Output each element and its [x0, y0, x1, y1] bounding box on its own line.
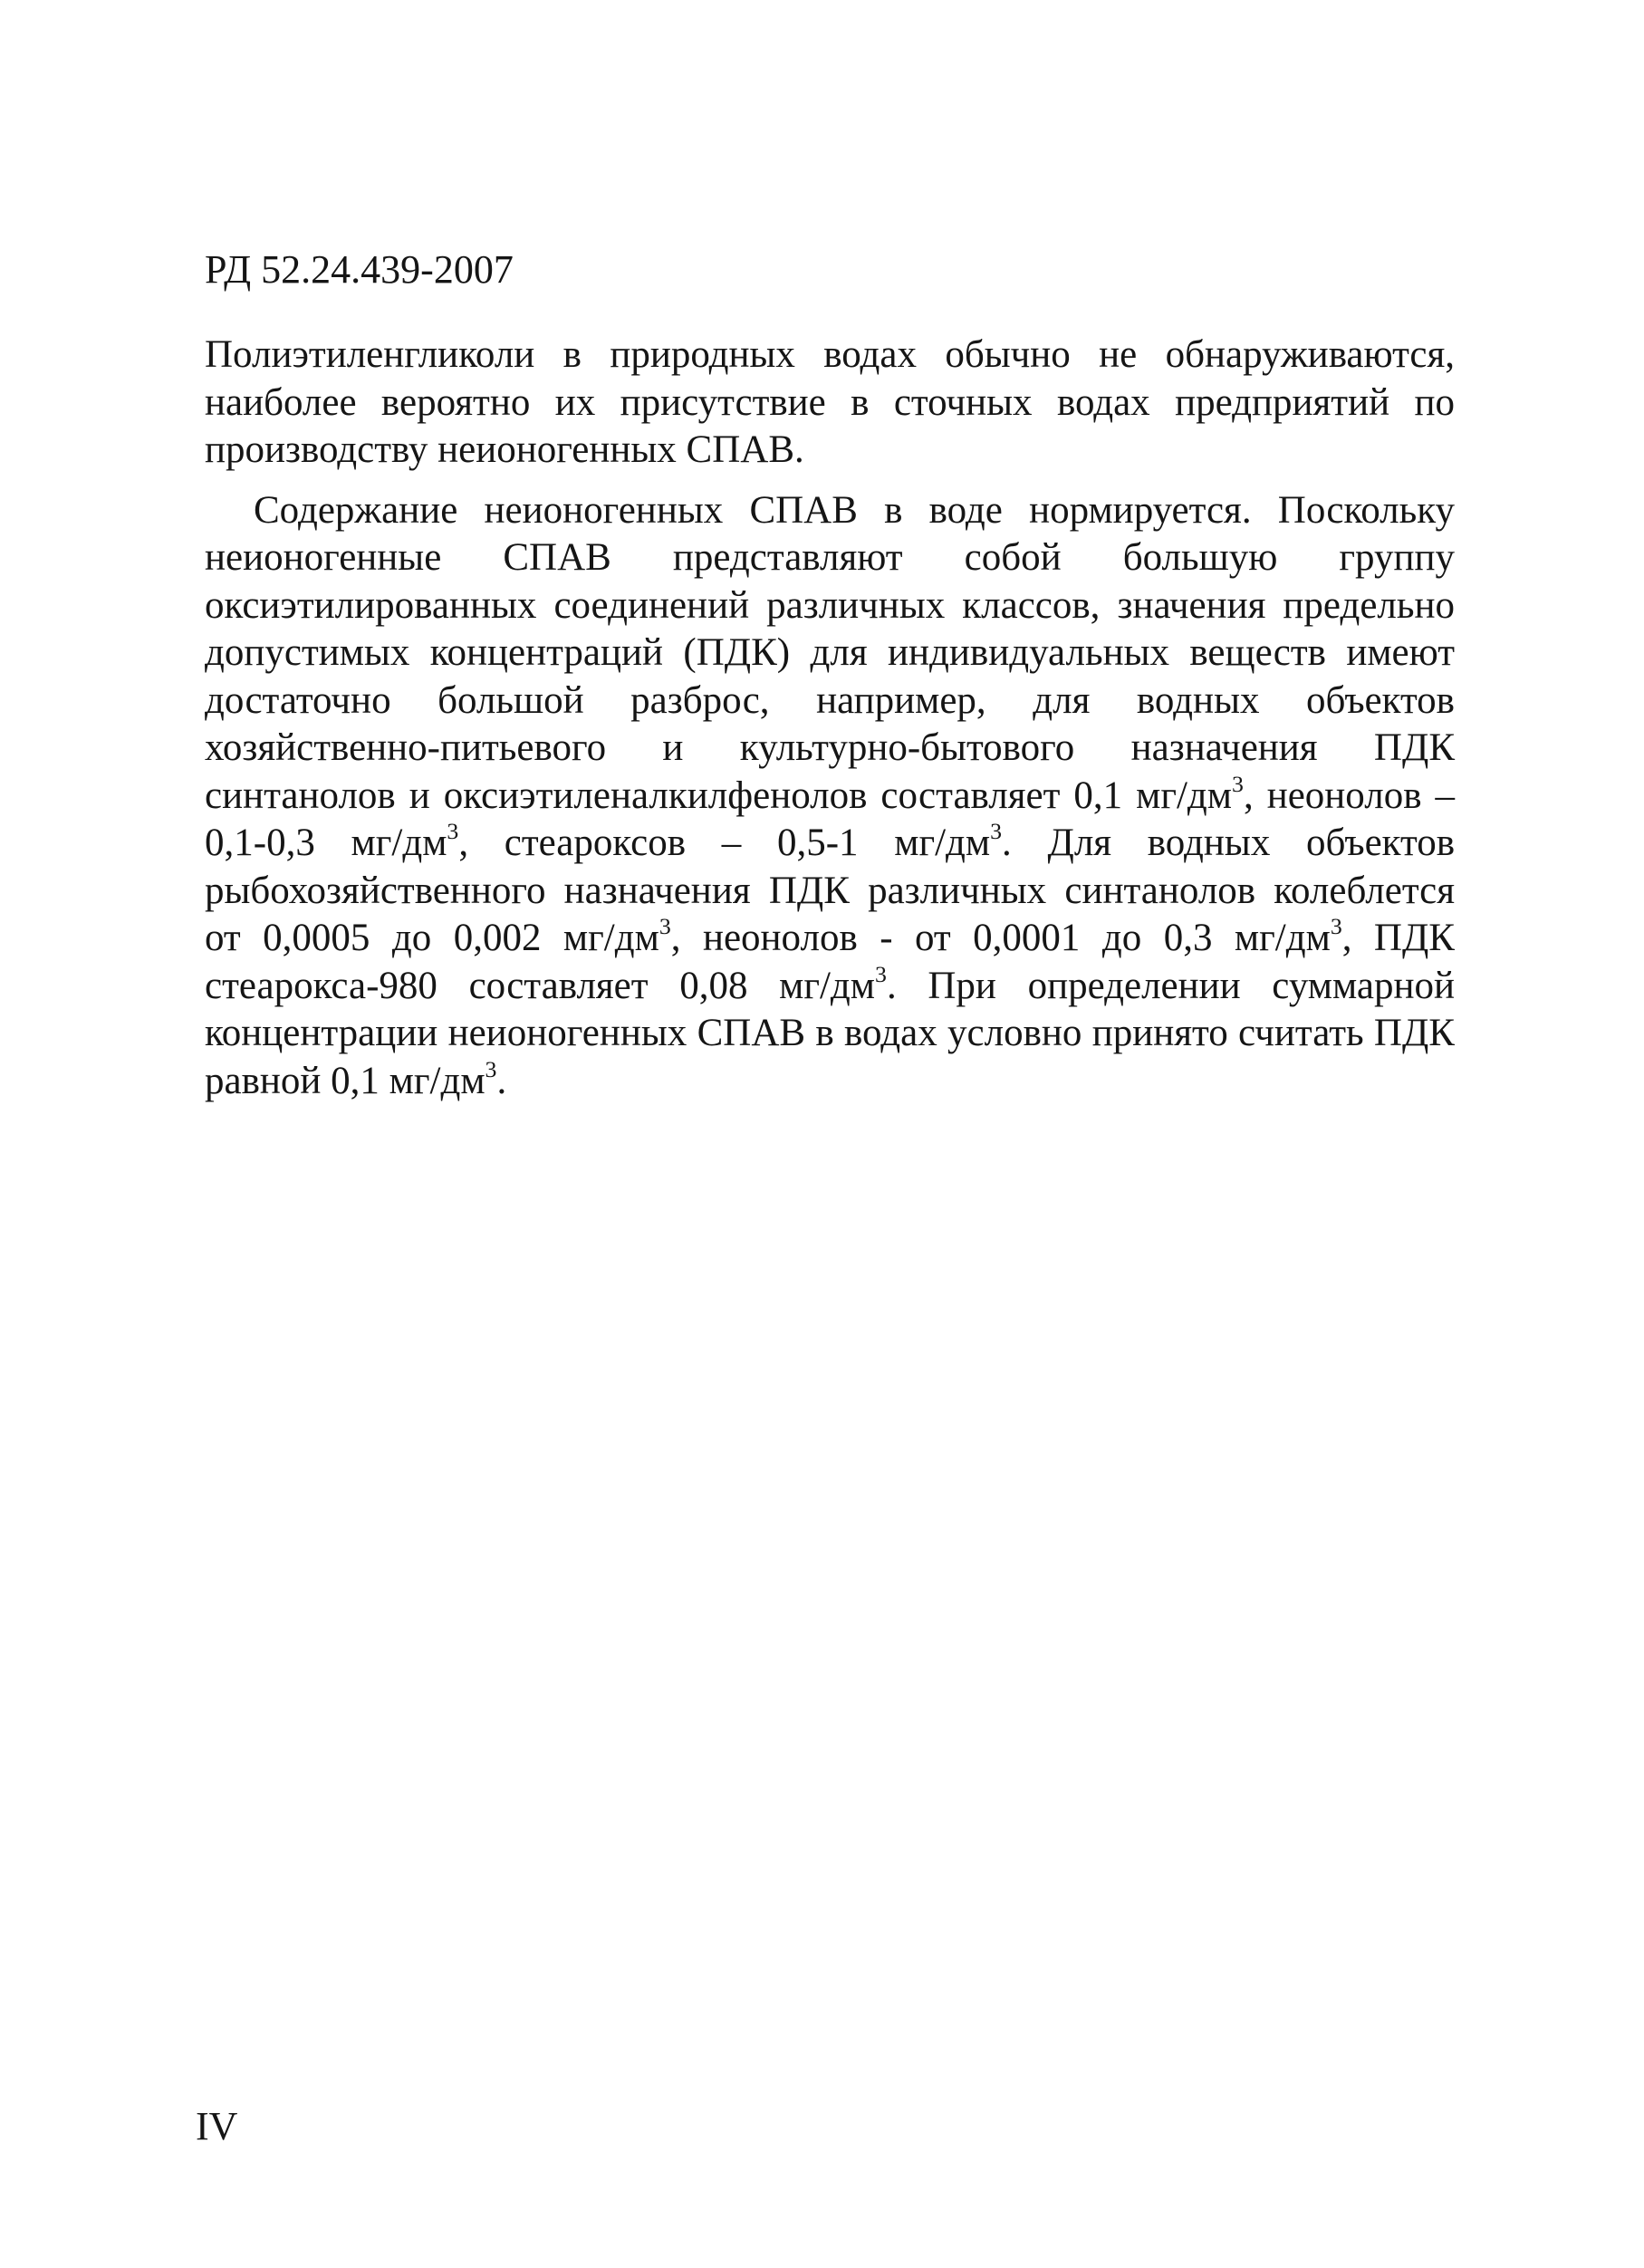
text-segment: . При определении суммарной концентрации неионогенных СПАВ в водах условно принято считать ПДК равной 0,1 мг/дм: [205, 964, 1455, 1102]
document-code: РД 52.24.439-2007: [205, 247, 514, 292]
paragraph-mpc-norms: [205, 487, 1455, 1106]
body-text: [205, 332, 1455, 1118]
superscript: 3: [659, 912, 671, 939]
superscript: 3: [875, 960, 887, 987]
superscript: 3: [485, 1055, 497, 1082]
page-number: IV: [196, 2104, 238, 2148]
text-segment: , ПДК стеарокса-980 составляет 0,08 мг/дм: [205, 917, 1455, 1007]
text-segment: , стеароксов – 0,5-1 мг/дм: [458, 822, 991, 864]
superscript: 3: [447, 817, 459, 844]
text-segment: , неонолов - от 0,0001 до 0,3 мг/дм: [670, 917, 1331, 959]
text-segment: , неонолов – 0,1-0,3 мг/дм: [205, 774, 1455, 864]
text-segment: . Для водных объектов рыбохозяйственного назначения ПДК различных синтанолов колеблется от 0,0005 до 0,002 мг/дм: [205, 822, 1456, 959]
superscript: 3: [1330, 912, 1342, 939]
paragraph-polyethylene-glycols: Полиэтиленгликоли в природных водах обычно не обнаруживаются, наиболее вероятно их присутствие в сточных водах предприятий по производству неионогенных СПАВ.: [205, 333, 1455, 471]
text-segment: .: [496, 1059, 507, 1102]
superscript: 3: [990, 817, 1003, 844]
text-segment: Содержание неионогенных СПАВ в воде нормируется. Поскольку неионогенные СПАВ представляют собой большую группу оксиэтилированных соединений различных классов, значения предельно допустимых концентраций (ПДК) для индивидуальных веществ имеют достаточно большой разброс, например, для водных объектов хозяйственно-питьевого и культурно-бытового назначения ПДК синтанолов и оксиэтиленалкилфенолов составляет 0,1 мг/дм: [205, 488, 1455, 817]
superscript: 3: [1232, 770, 1244, 797]
